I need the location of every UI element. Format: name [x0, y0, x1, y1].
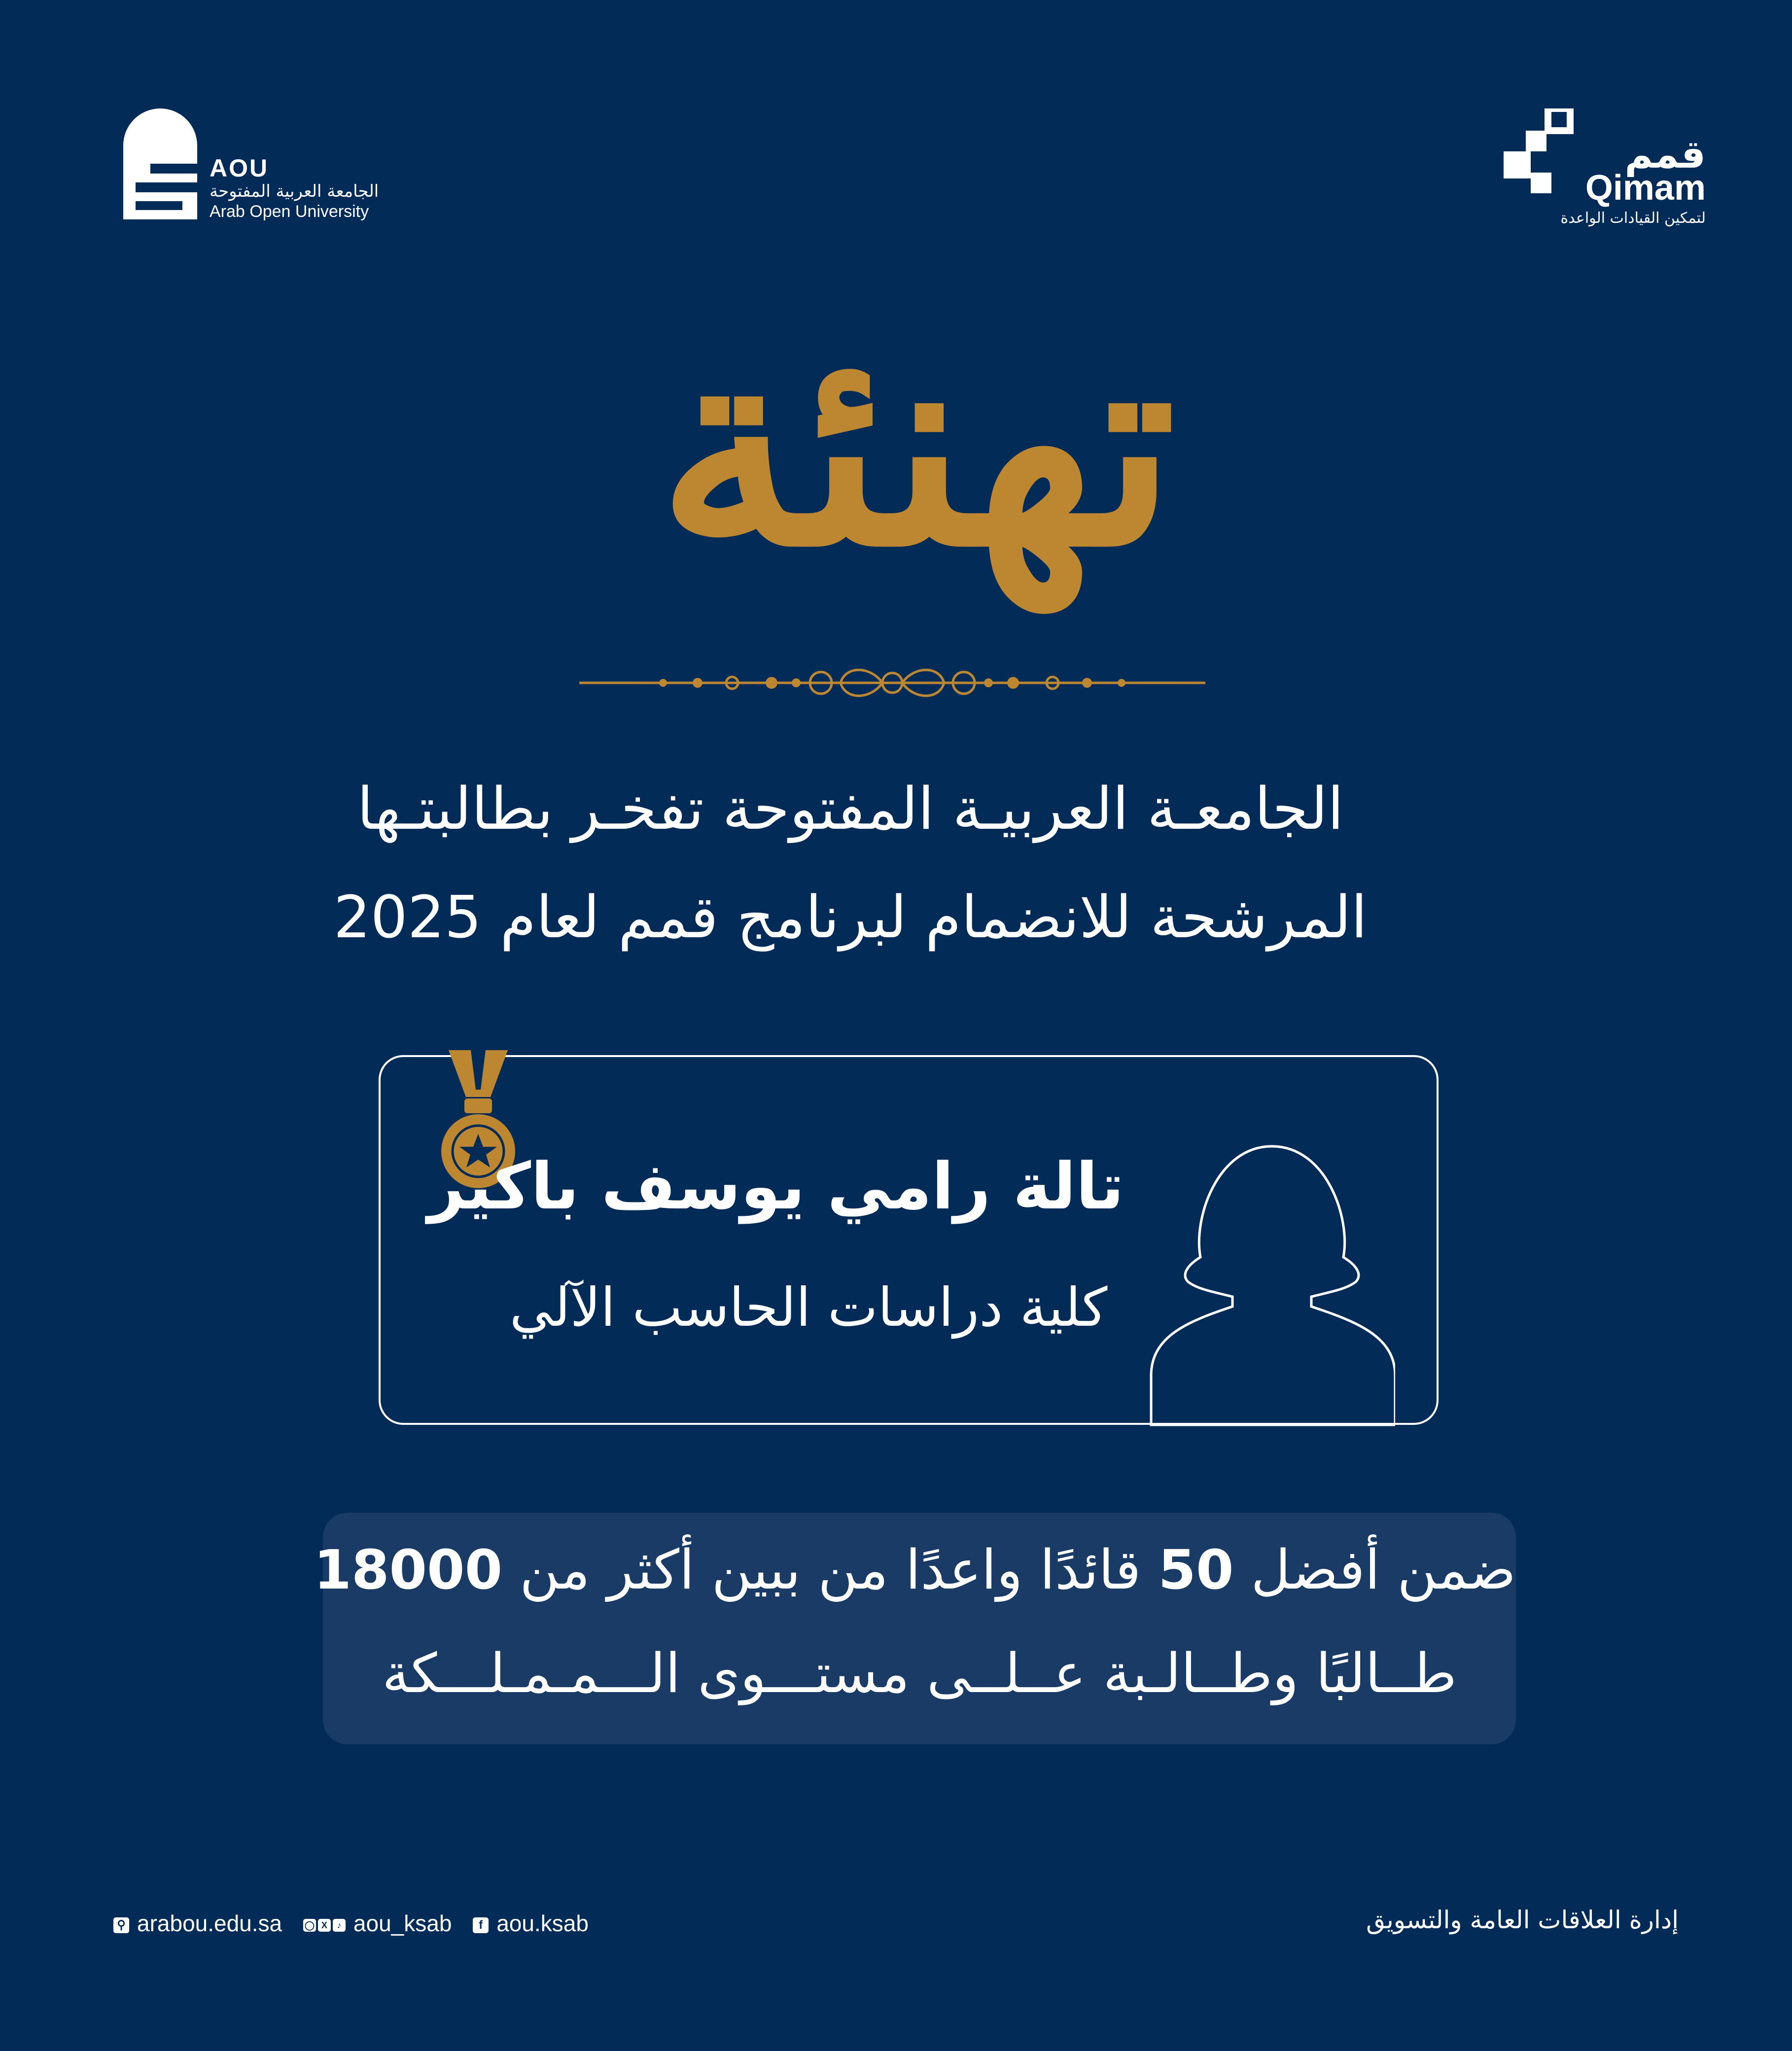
stats-text-part-2: قائدًا واعدًا من ببين أكثر من	[502, 1538, 1159, 1601]
stats-line-2: طــالبًا وطــالـبة عــلــى مستـــوى الـــمـمـلـــكة	[382, 1642, 1457, 1705]
aou-name-arabic: الجامعة العربية المفتوحة	[210, 181, 379, 201]
congratulations-title	[532, 266, 1301, 641]
title-text: تهنئة	[657, 283, 1177, 608]
instagram-icon: ◯	[303, 1919, 316, 1932]
footer-contacts	[113, 1908, 603, 1938]
qimam-logo	[1499, 108, 1706, 227]
qimam-name-arabic: قمم	[1624, 133, 1706, 177]
avatar-icon	[1149, 1144, 1395, 1427]
stats-line-1	[314, 1538, 1516, 1601]
tiktok-icon: ♪	[333, 1919, 346, 1932]
aou-mark-icon	[123, 108, 197, 219]
aou-name-english: Arab Open University	[210, 202, 369, 221]
stats-text-part-1: ضمن أفضل	[1233, 1538, 1516, 1601]
announcement-line-2: المرشحة للانضمام لبرنامج قمم لعام 2025	[333, 883, 1368, 951]
department-name: إدارة العلاقات العامة والتسويق	[1366, 1906, 1679, 1934]
search-icon: ⚲	[113, 1917, 129, 1933]
facebook-link[interactable]	[473, 1910, 589, 1937]
social-handle-text: aou_ksab	[353, 1910, 452, 1936]
total-count: 18000	[314, 1538, 503, 1601]
website-text: arabou.edu.sa	[137, 1910, 282, 1936]
aou-abbreviation: AOU	[210, 154, 269, 182]
ornament-divider	[579, 656, 1205, 710]
student-name: تالة رامي يوسف باكير	[427, 1149, 1124, 1224]
qimam-tagline: لتمكين القيادات الواعدة	[1560, 210, 1706, 227]
social-link[interactable]	[303, 1910, 452, 1937]
website-link[interactable]	[113, 1910, 282, 1937]
x-icon: X	[318, 1919, 331, 1932]
aou-logo	[123, 108, 399, 222]
student-college: كلية دراسات الحاسب الآلي	[509, 1277, 1108, 1339]
facebook-handle-text: aou.ksab	[496, 1910, 589, 1936]
qimam-mark-icon	[1504, 108, 1587, 207]
qimam-name-english: Qimam	[1585, 168, 1706, 208]
announcement-line-1: الجامعـة العربيـة المفتوحة تفخـر بطالبتـها	[357, 775, 1344, 843]
top-count: 50	[1158, 1538, 1234, 1601]
facebook-icon: f	[473, 1917, 489, 1933]
